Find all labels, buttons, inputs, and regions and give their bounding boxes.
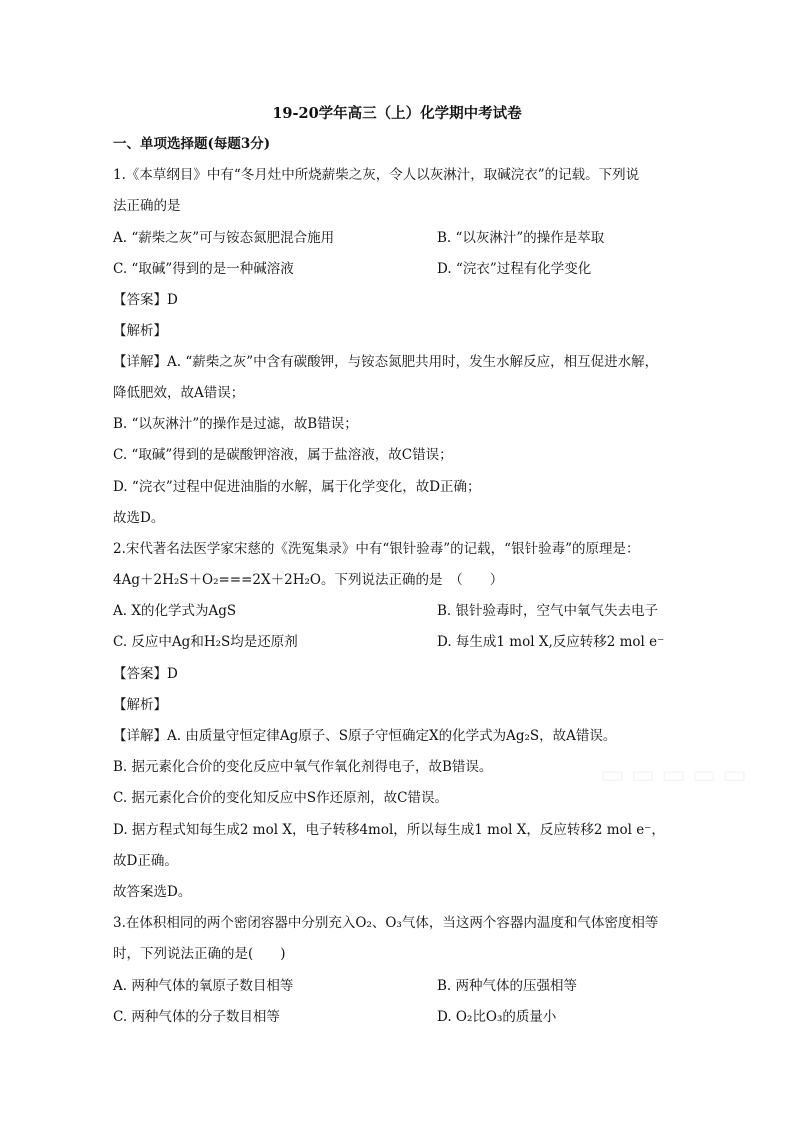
q1-detail-line4: C. “取碱”得到的是碳酸钾溶液，属于盐溶液，故C错误；	[113, 447, 453, 463]
page-title: 19-20学年高三（上）化学期中考试卷	[272, 105, 522, 122]
q3-option-c: C. 两种气体的分子数目相等	[113, 1009, 280, 1025]
q1-option-b: B. “以灰淋汁”的操作是萃取	[437, 230, 605, 246]
q1-detail-line3: B. “以灰淋汁”的操作是过滤，故B错误；	[113, 416, 358, 432]
q2-stem-line1: 2.宋代著名法医学家宋慈的《洗冤集录》中有“银针验毒”的记载，“银针验毒”的原理是：	[113, 541, 640, 557]
q2-detail-line4: D. 据方程式知每生成2 mol X，电子转移4mol，所以每生成1 mol X，反应转移2 mol e⁻，	[113, 822, 665, 838]
q2-detail-line5: 故D正确。	[113, 853, 178, 869]
q2-option-c: C. 反应中Ag和H₂S均是还原剂	[113, 634, 298, 650]
q1-conclusion: 故选D。	[113, 510, 165, 526]
q1-option-d: D. “浣衣”过程有化学变化	[437, 261, 592, 277]
q1-option-a: A. “薪柴之灰”可与铵态氮肥混合施用	[113, 230, 335, 246]
q3-option-d: D. O₂比O₃的质量小	[437, 1009, 557, 1025]
q1-option-c: C. “取碱”得到的是一种碱溶液	[113, 261, 294, 277]
q1-detail-line2: 降低肥效，故A错误；	[113, 385, 245, 401]
q2-option-b: B. 银针验毒时，空气中氧气失去电子	[437, 603, 659, 619]
q1-stem-line2: 法正确的是	[113, 198, 181, 214]
q1-detail-line5: D. “浣衣”过程中促进油脂的水解，属于化学变化，故D正确；	[113, 479, 481, 495]
q1-detail-line1: 【详解】A. “薪柴之灰”中含有碳酸钾，与铵态氮肥共用时，发生水解反应，相互促进水解，	[113, 354, 659, 370]
section-heading: 一、单项选择题(每题3分)	[113, 136, 271, 152]
q2-answer: 【答案】D	[113, 666, 178, 682]
q1-answer: 【答案】D	[113, 292, 178, 308]
q3-option-b: B. 两种气体的压强相等	[437, 978, 578, 994]
q1-analysis-label: 【解析】	[113, 323, 167, 339]
q2-analysis-label: 【解析】	[113, 697, 167, 713]
q2-option-a: A. X的化学式为AgS	[113, 603, 237, 619]
q2-detail-line1: 【详解】A. 由质量守恒定律Ag原子、S原子守恒确定X的化学式为Ag₂S，故A错误。	[113, 728, 617, 744]
q3-stem-line1: 3.在体积相同的两个密闭容器中分别充入O₂、O₃气体，当这两个容器内温度和气体密度相等	[113, 915, 659, 931]
q3-option-a: A. 两种气体的氧原子数目相等	[113, 978, 294, 994]
q2-option-d: D. 每生成1 mol X,反应转移2 mol e⁻	[437, 634, 665, 650]
q2-equation: 4Ag＋2H₂S＋O₂===2X＋2H₂O。下列说法正确的是 （ ）	[113, 572, 504, 588]
q2-detail-line3: C. 据元素化合价的变化知反应中S作还原剂，故C错误。	[113, 790, 449, 806]
q2-conclusion: 故答案选D。	[113, 884, 192, 900]
q3-stem-line2: 时，下列说法正确的是( )	[113, 946, 286, 962]
q2-detail-line2: B. 据元素化合价的变化反应中氧气作氧化剂得电子，故B错误。	[113, 759, 493, 775]
watermark	[600, 760, 753, 790]
q1-stem-line1: 1.《本草纲目》中有“冬月灶中所烧薪柴之灰，令人以灰淋汁，取碱浣衣”的记载。下列说	[113, 167, 640, 183]
